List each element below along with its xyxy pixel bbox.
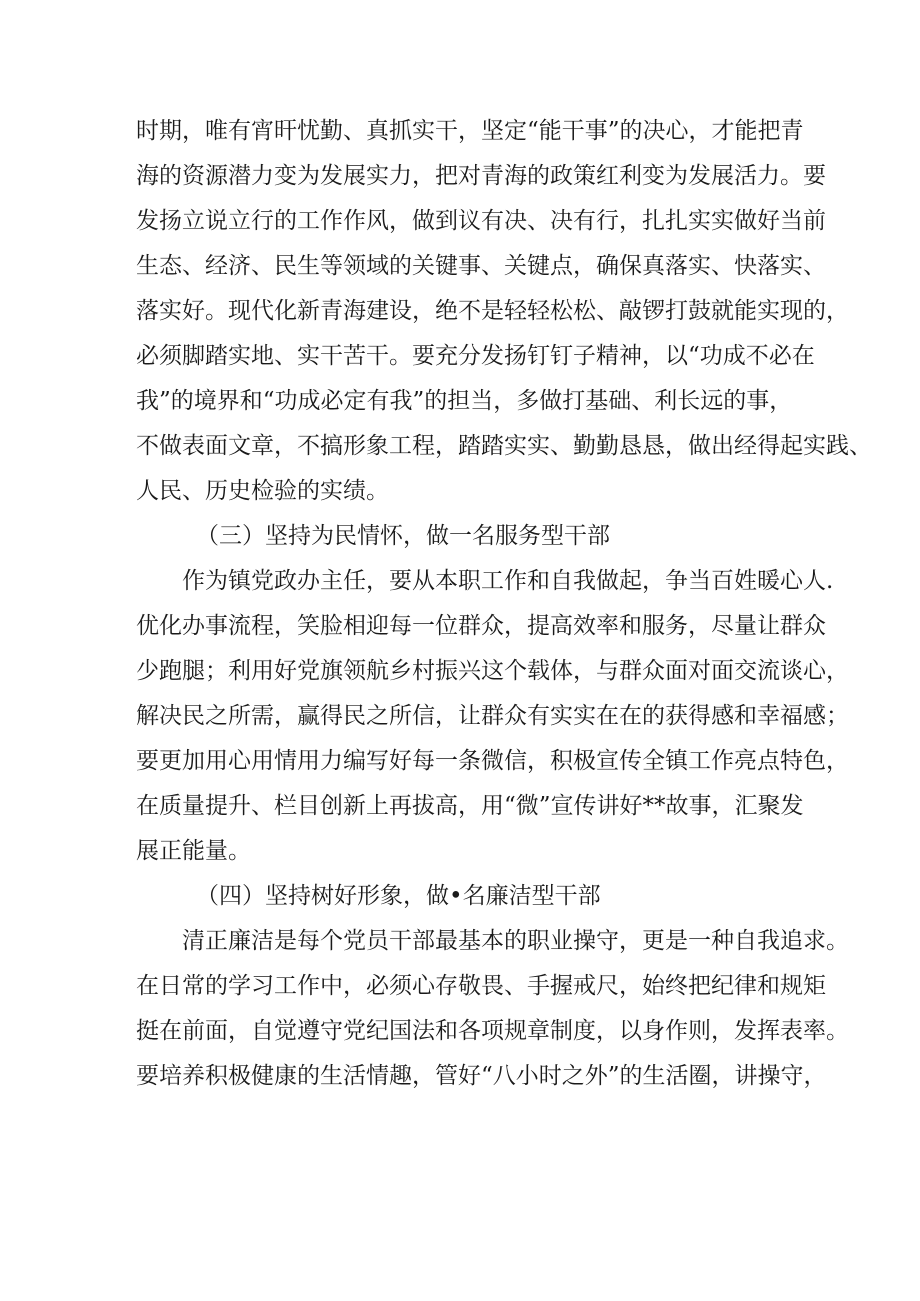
paragraph-line: 作为镇党政办主任，要从本职工作和自我做起，争当百姓暖心人. [182, 568, 834, 594]
paragraph-line: 时期，唯有宵旰忧勤、真抓实干，坚定“能干事”的决心，才能把青 [136, 118, 804, 144]
paragraph-line: 我”的境界和“功成必定有我”的担当，多做打基础、利长远的事， [136, 388, 793, 414]
paragraph-line: 人民、历史检验的实绩。 [136, 478, 389, 504]
paragraph-line: 展正能量。 [136, 838, 251, 864]
section-heading-3: （三）坚持为民情怀，做一名服务型干部 [196, 523, 610, 549]
paragraph-line: 挺在前面，自觉遵守党纪国法和各项规章制度，以身作则，发挥表率。 [136, 1018, 849, 1044]
paragraph-line: 在日常的学习工作中，必须心存敬畏、手握戒尺，始终把纪律和规矩 [136, 973, 826, 999]
paragraph-line: 不做表面文章，不搞形象工程，踏踏实实、勤勤恳恳，做出经得起实践、 [136, 433, 872, 459]
paragraph-line: 少跑腿；利用好党旗领航乡村振兴这个载体，与群众面对面交流谈心， [136, 658, 849, 684]
paragraph-line: 解决民之所需，赢得民之所信，让群众有实实在在的获得感和幸福感； [136, 703, 849, 729]
paragraph-line: 发扬立说立行的工作作风，做到议有决、决有行，扎扎实实做好当前 [136, 208, 826, 234]
paragraph-line: 优化办事流程，笑脸相迎每一位群众，提高效率和服务，尽量让群众 [136, 613, 826, 639]
paragraph-line: 清正廉洁是每个党员干部最基本的职业操守，更是一种自我追求。 [182, 928, 849, 954]
paragraph-line: 要培养积极健康的生活情趣，管好“八小时之外”的生活圈，讲操守， [136, 1063, 827, 1089]
paragraph-line: 生态、经济、民生等领域的关键事、关键点，确保真落实、快落实、 [136, 253, 826, 279]
paragraph-line: 要更加用心用情用力编写好每一条微信，积极宣传全镇工作亮点特色， [136, 748, 849, 774]
paragraph-line: 在质量提升、栏目创新上再拔高，用“微”宣传讲好**故事，汇聚发 [136, 793, 804, 819]
paragraph-line: 落实好。现代化新青海建设，绝不是轻轻松松、敲锣打鼓就能实现的， [136, 298, 849, 324]
section-heading-4: （四）坚持树好形象，做•名廉洁型干部 [196, 883, 601, 909]
paragraph-line: 海的资源潜力变为发展实力，把对青海的政策红利变为发展活力。要 [136, 163, 826, 189]
paragraph-line: 必须脚踏实地、实干苦干。要充分发扬钉钉子精神，以“功成不必在 [136, 343, 815, 369]
